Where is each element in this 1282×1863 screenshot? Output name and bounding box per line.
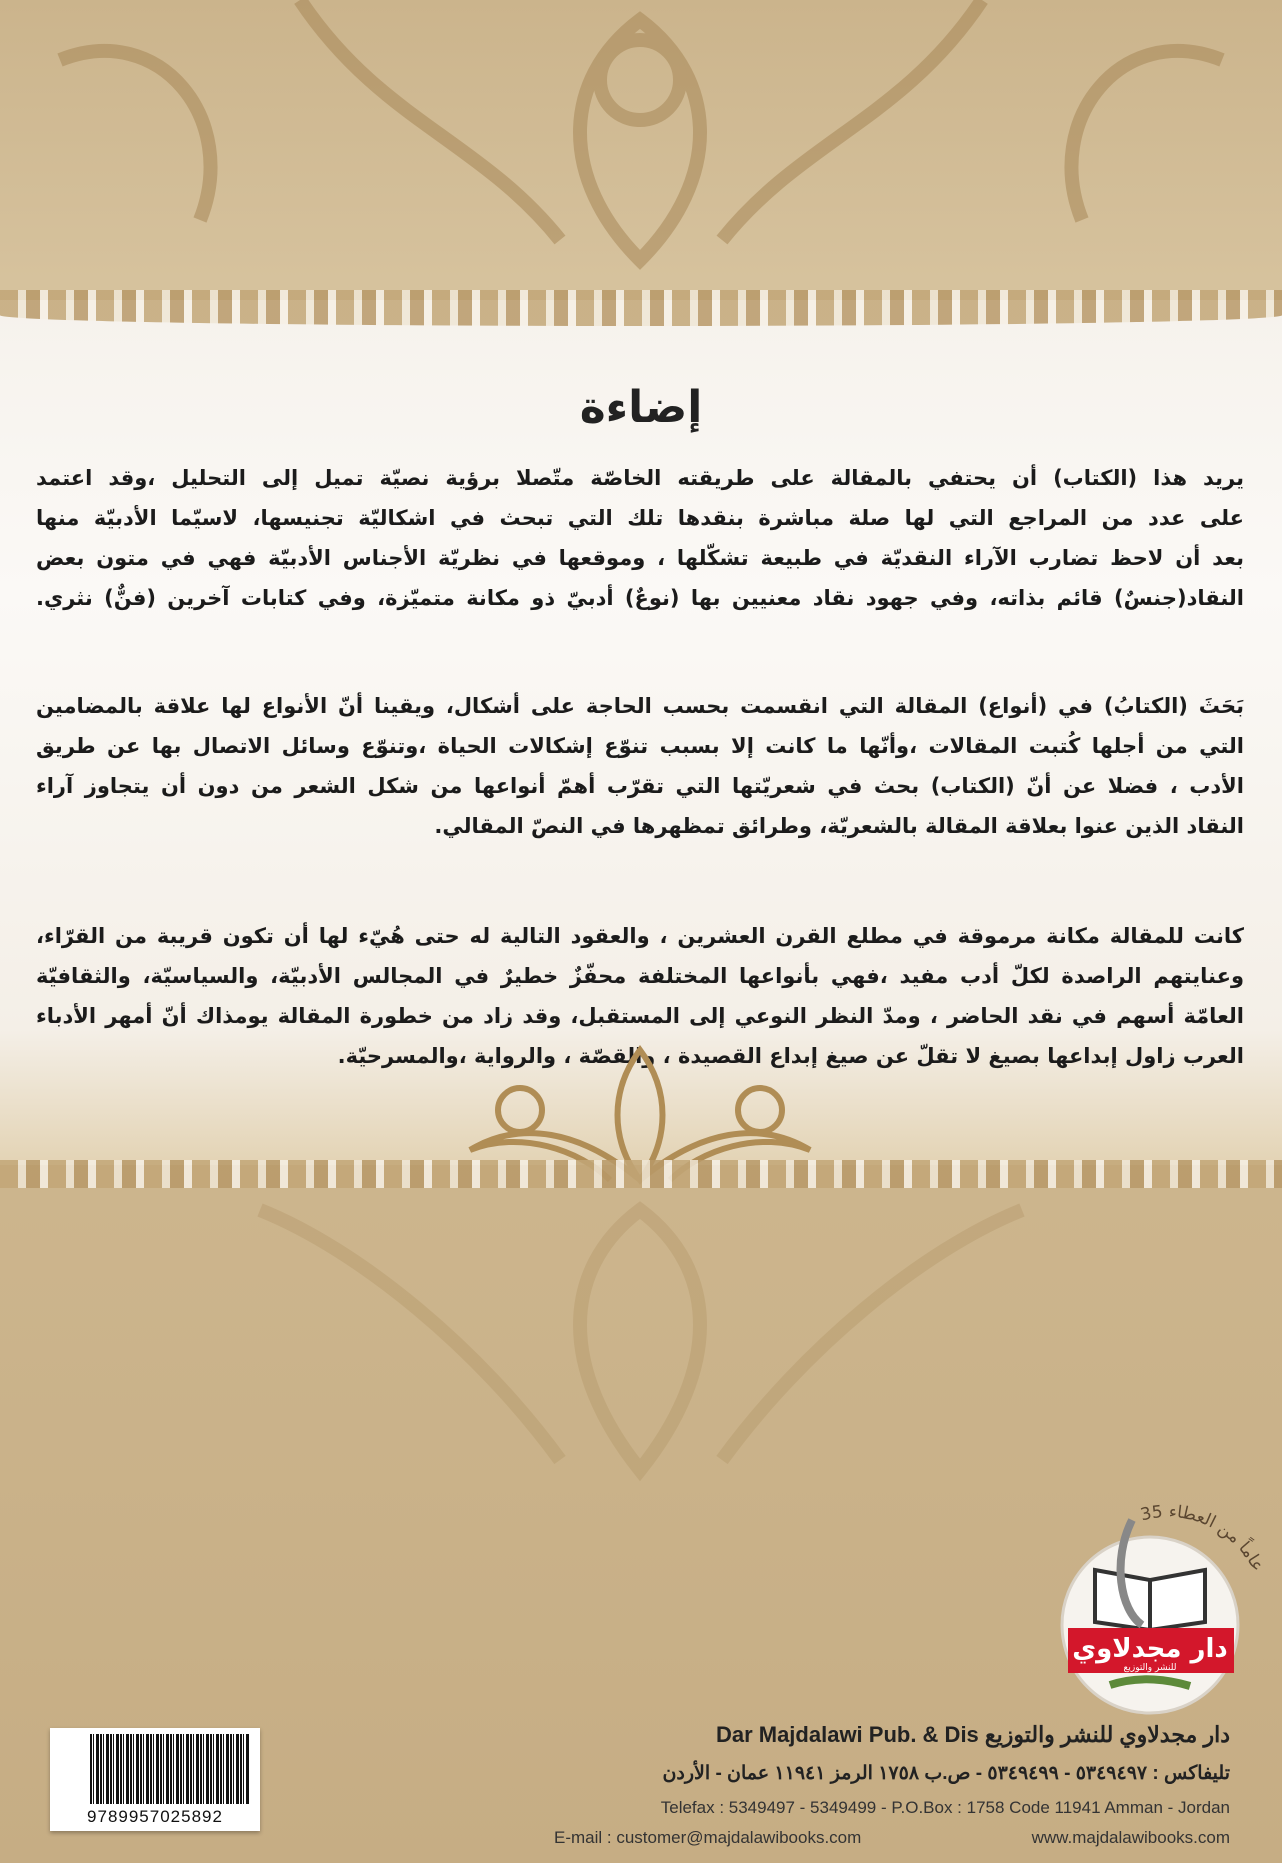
publisher-name: Dar Majdalawi Pub. & Dis دار مجدلاوي للنشر والتوزيع <box>715 1722 1230 1747</box>
text-line: بَحَثَ (الكتابُ) في (أنواع) المقالة التي انقسمت بحسب الحاجة على أشكال، ويقينا أنّ الأنواع لها علاقة بالمضامين <box>36 694 1244 718</box>
text-line: بعد أن لاحظ تضارب الآراء النقديّة في طبيعة تشكّلها ، وموقعها في نظريّة الأجناس الأدبيّة فهي في متون بعض <box>36 546 1244 570</box>
text-line: الأدب ، فضلا عن أنّ (الكتاب) بحث في شعريّتها التي تقرّب أهمّ أنواعها من شكل الشعر من دون أن يتجاوز آراء <box>36 774 1244 798</box>
publisher-logo <box>1050 1500 1282 1715</box>
logo-name: دار مجدلاوي <box>1072 1634 1228 1664</box>
text-line: النقاد(جنسٌ) قائم بذاته، وفي جهود نقاد معنيين بها (نوعٌ) أدبيّ ذو مكانة متميّزة، وفي كتابات آخرين (فنٌّ) نثري. <box>36 586 1244 610</box>
barcode-bars <box>90 1734 250 1804</box>
text-line: النقاد الذين عنوا بعلاقة المقالة بالشعريّة، وطرائق تمظهرها في النصّ المقالي. <box>434 814 1244 838</box>
logo-subtitle: للنشر والتوزيع <box>1123 1663 1177 1673</box>
text-line: العامّة أسهم في نقد الحاضر ، ومدّ النظر النوعي إلى المستقبل، وقد زاد من خطورة المقالة يومذاك أنّ أمهر الأدباء <box>36 1004 1244 1028</box>
logo-arc-text: 35 عاماً من العطاء <box>1138 1501 1268 1575</box>
section-heading: إضاءة <box>579 382 703 433</box>
text-line: على عدد من المراجع التي لها صلة مباشرة بنقدها تلك التي تبحث في اشكاليّة تجنيسها، لاسيّما الأدبيّة منها <box>36 506 1244 530</box>
floral-ornament-bottom <box>0 1190 1282 1490</box>
text-line: العرب زاول إبداعها بصيغ لا تقلّ عن صيغ إبداع القصيدة ، والقصّة ، والرواية ،والمسرحيّة. <box>337 1044 1244 1068</box>
publisher-website: www.majdalawibooks.com <box>1031 1828 1230 1847</box>
publisher-contact: Telefax : 5349497 - 5349499 - P.O.Box : 1758 Code 11941 Amman - Jordan <box>660 1798 1230 1817</box>
text-line: كانت للمقالة مكانة مرموقة في مطلع القرن العشرين ، والعقود التالية له حتى هُيّء لها أن تكون قريبة من القرّاء، <box>36 924 1244 948</box>
paragraph-1 <box>36 458 1244 618</box>
text-line: يريد هذا (الكتاب) أن يحتفي بالمقالة على طريقته الخاصّة متّصلا برؤية نصيّة تميل إلى التحليل ،وقد اعتمد <box>36 466 1244 490</box>
publisher-online <box>540 1828 1230 1848</box>
isbn-number: 9789957025892 <box>87 1807 223 1826</box>
lace-border-bottom <box>0 1160 1282 1188</box>
lace-border-top <box>0 290 1282 326</box>
floral-ornament-top <box>0 0 1282 300</box>
publisher-contact-arabic: تليفاكس : ٥٣٤٩٤٩٧ - ٥٣٤٩٤٩٩ - ص.ب ١٧٥٨ الرمز ١١٩٤١ عمان - الأردن <box>662 1763 1230 1784</box>
text-line: التي من أجلها كُتبت المقالات ،وأنّها ما كانت إلا بسبب تنوّع إشكالات الحياة ،وتنوّع وسائل الاتصال بها عن طريق <box>36 734 1244 758</box>
paragraph-2 <box>36 686 1244 846</box>
isbn-barcode <box>50 1728 260 1831</box>
publisher-email: E-mail : customer@majdalawibooks.com <box>554 1828 862 1847</box>
text-line: وعنايتهم الراصدة لكلّ أدب مفيد ،فهي بأنواعها المختلفة محفّزٌ خطيرٌ في المجالس الأدبيّة، والسياسيّة، والثقافيّة <box>36 964 1244 988</box>
